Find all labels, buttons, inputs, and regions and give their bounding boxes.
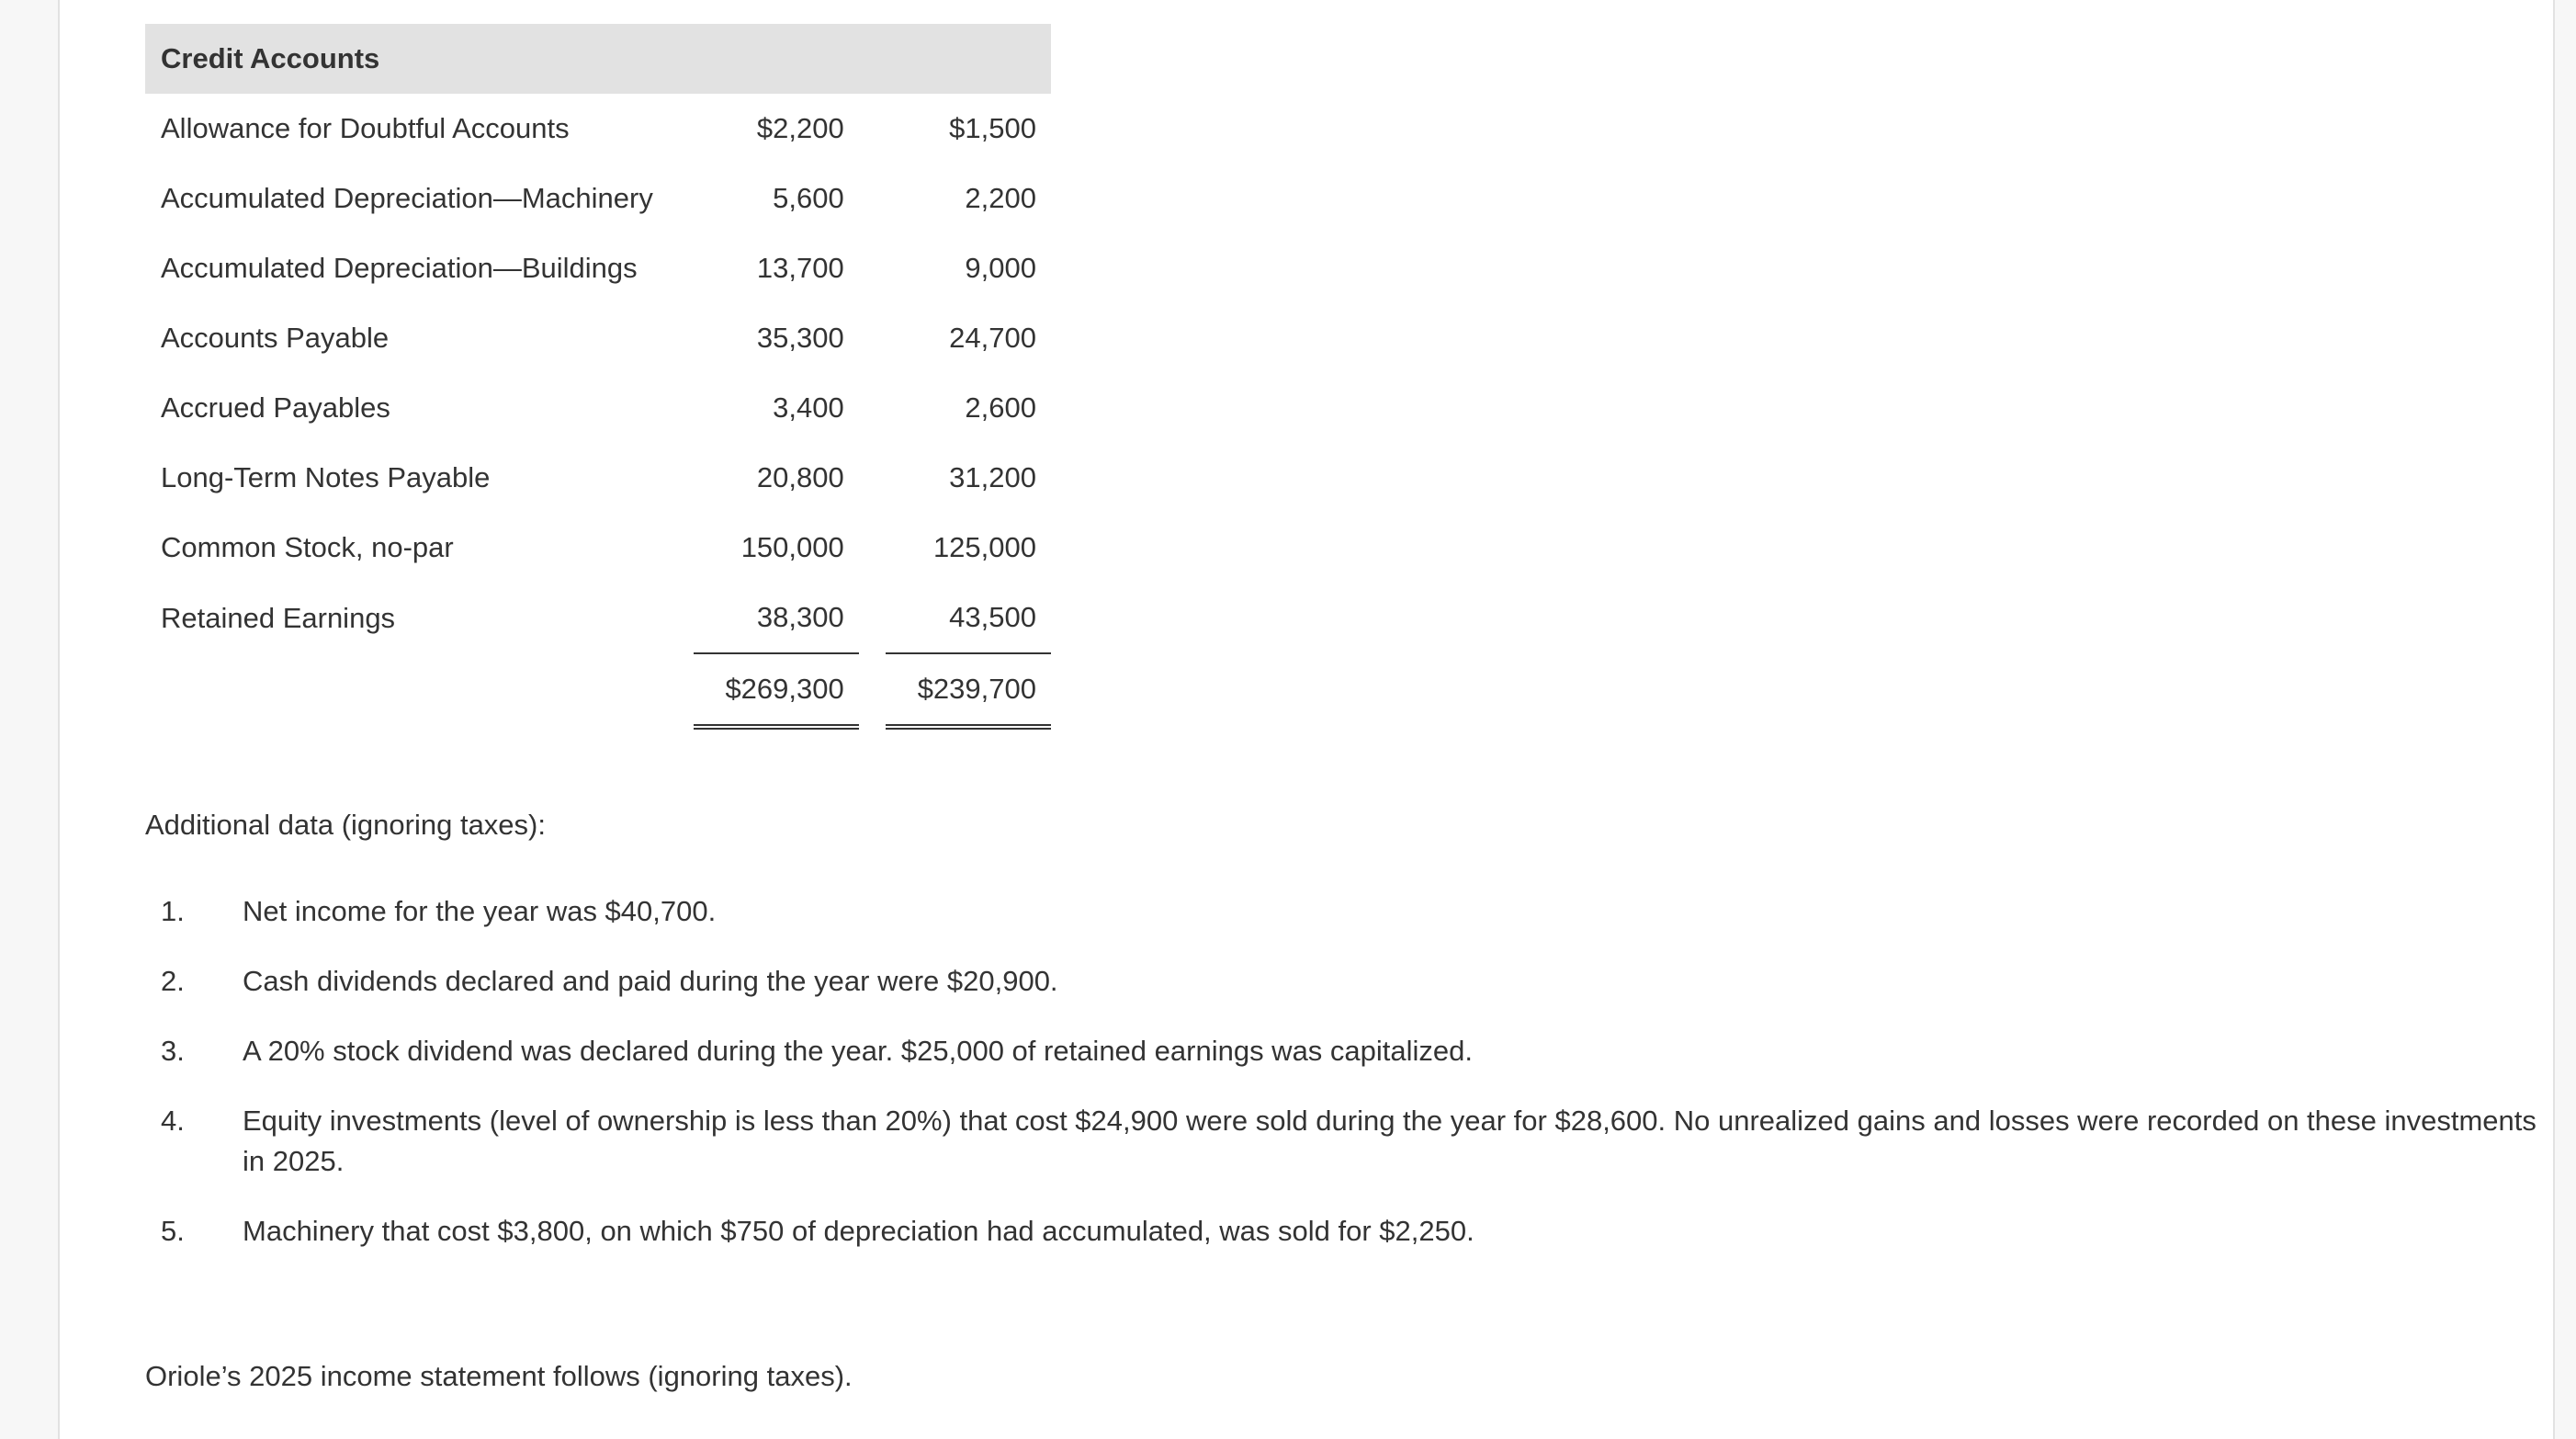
item-text: Cash dividends declared and paid during the year were $20,900. <box>243 965 1058 997</box>
account-name: Accumulated Depreciation—Machinery <box>161 182 653 214</box>
list-item <box>145 891 2552 932</box>
amount-current: $2,200 <box>756 112 844 144</box>
content-panel <box>58 0 2555 1439</box>
amount-current: 35,300 <box>756 322 844 354</box>
item-text: Machinery that cost $3,800, on which $750 of depreciation had accumulated, was sold for $2,250. <box>243 1215 1474 1247</box>
amount-prior: 9,000 <box>965 252 1036 284</box>
account-name: Retained Earnings <box>161 601 396 634</box>
amount-prior: 31,200 <box>949 461 1036 493</box>
table-header: Credit Accounts <box>145 24 1051 94</box>
item-number: 1. <box>161 895 185 927</box>
amount-prior: 24,700 <box>949 322 1036 354</box>
item-number: 3. <box>161 1035 185 1067</box>
income-statement-intro: Oriole’s 2025 income statement follows (ignoring taxes). <box>145 1360 853 1392</box>
table-row <box>145 443 1051 513</box>
table-row <box>145 164 1051 233</box>
additional-data-heading: Additional data (ignoring taxes): <box>145 809 546 841</box>
table-row <box>145 303 1051 373</box>
list-item <box>145 1101 2552 1182</box>
item-number: 5. <box>161 1215 185 1247</box>
amount-prior: 43,500 <box>886 583 1051 653</box>
table-row <box>145 373 1051 443</box>
item-number: 4. <box>161 1105 185 1137</box>
item-text: A 20% stock dividend was declared during the year. $25,000 of retained earnings was capitalized. <box>243 1035 1474 1067</box>
account-name: Long-Term Notes Payable <box>161 461 491 493</box>
total-prior: $239,700 <box>886 653 1051 727</box>
account-name: Common Stock, no-par <box>161 531 454 563</box>
total-current: $269,300 <box>694 653 859 727</box>
totals-row <box>145 653 1051 727</box>
item-text: Net income for the year was $40,700. <box>243 895 717 927</box>
account-name: Accounts Payable <box>161 322 390 354</box>
account-name: Accumulated Depreciation—Buildings <box>161 252 638 284</box>
table-row <box>145 233 1051 303</box>
list-item <box>145 961 2552 1002</box>
table-header-row <box>145 24 1051 94</box>
amount-current: 5,600 <box>773 182 844 214</box>
list-item <box>145 1031 2552 1071</box>
amount-current: 150,000 <box>740 531 844 563</box>
amount-current: 3,400 <box>773 391 844 424</box>
additional-data-list <box>145 891 2552 1281</box>
item-text: Equity investments (level of ownership is less than 20%) that cost $24,900 were sold during the year for $28,600. No unrealized gains and losses were recorded on these investments in 2025. <box>243 1105 2536 1177</box>
account-name: Accrued Payables <box>161 391 390 424</box>
amount-prior: 2,200 <box>965 182 1036 214</box>
credit-accounts-table <box>145 24 1051 730</box>
amount-prior: $1,500 <box>949 112 1036 144</box>
table-row <box>145 513 1051 583</box>
list-item <box>145 1211 2552 1252</box>
amount-prior: 125,000 <box>932 531 1036 563</box>
amount-current: 38,300 <box>694 583 859 653</box>
amount-current: 13,700 <box>756 252 844 284</box>
amount-prior: 2,600 <box>965 391 1036 424</box>
account-name: Allowance for Doubtful Accounts <box>161 112 570 144</box>
table-row <box>145 94 1051 164</box>
amount-current: 20,800 <box>756 461 844 493</box>
table-row <box>145 583 1051 653</box>
item-number: 2. <box>161 965 185 997</box>
